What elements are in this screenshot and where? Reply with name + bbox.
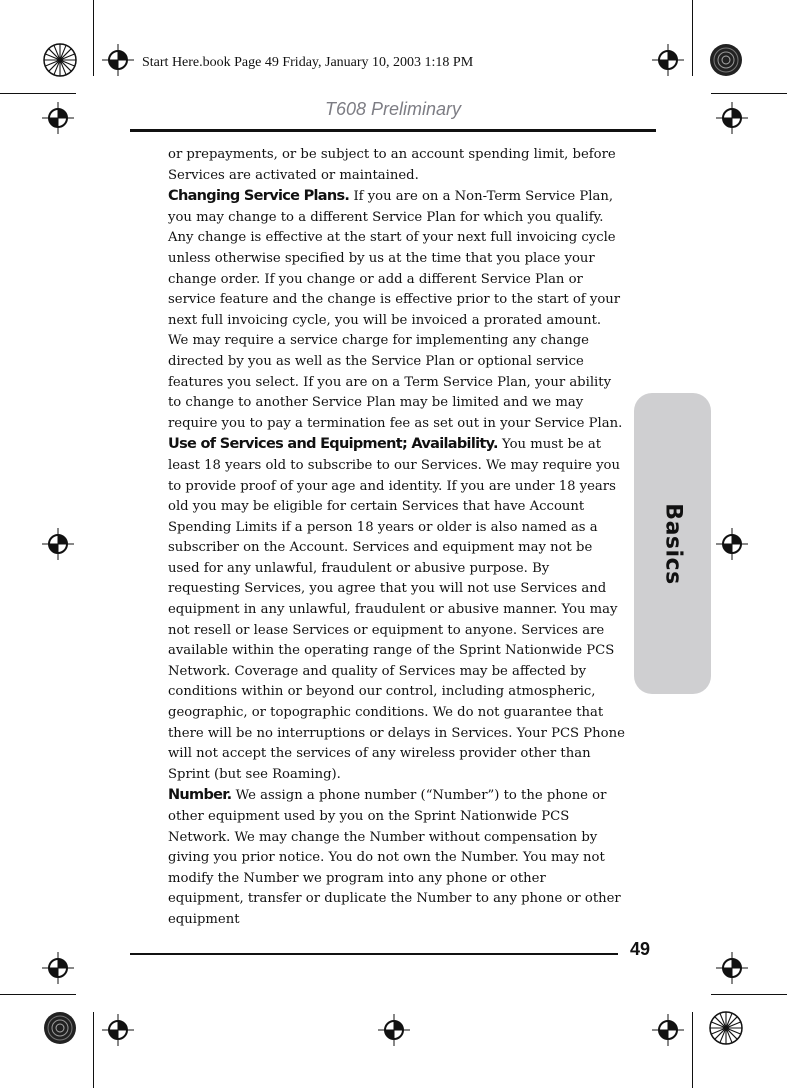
print-slug: Start Here.book Page 49 Friday, January 10, 2003 1:18 PM [142,55,474,70]
registration-mark-icon [378,1014,410,1046]
star-target-icon [43,1011,77,1045]
section-tab-label: Basics [660,502,685,585]
paragraph-heading: Changing Service Plans. [168,188,350,205]
paragraph-text: You must be at least 18 years old to subscribe to our Services. We may require you to provide proof of your age and identity. If you are under 18 years old you may be eligible for certain Services that have Account Spending Limits if a person 18 years or older is also named as a subscriber on the Account. Services and equipment may not be used for any unlawful, fraudulent or abusive purpose. By requesting Services, you agree that you will not use Services and equipment in any unlawful, fraudulent or abusive manner. You may not resell or lease Services or equipment to anyone. Services are available within the operating range of the Sprint Nationwide PCS Network. Coverage and quality of Services may be affected by conditions within or beyond our control, including atmospheric, geographic, or topographic conditions. We do not guarantee that there will be no interruptions or delays in Services. Your PCS Phone will not accept the services of any wireless provider other than Sprint (but see Roaming). [168,437,625,782]
star-target-icon [709,1011,743,1045]
crop-mark [711,93,787,94]
registration-mark-icon [716,952,748,984]
paragraph [168,145,625,186]
running-head: T608 Preliminary [324,99,462,119]
registration-mark-icon [102,44,134,76]
star-target-icon [709,43,743,77]
crop-mark [711,994,787,995]
crop-mark [0,994,76,995]
crop-mark [692,1012,693,1088]
registration-mark-icon [42,528,74,560]
paragraph-text: If you are on a Non-Term Service Plan, you may change to a different Service Plan for which you qualify. Any change is effective at the start of your next full invoicing cycle unless otherwise specified by us at the time that you place your change order. If you change or add a different Service Plan or service feature and the change is effective prior to the start of your next full invoicing cycle, you will be invoiced a prorated amount. We may require a service charge for implementing any change directed by you as well as the Service Plan or optional service features you select. If you are on a Term Service Plan, your ability to change to another Service Plan may be limited and we may require you to pay a termination fee as set out in your Service Plan. [168,189,623,431]
registration-mark-icon [716,528,748,560]
paragraph-heading: Number. [168,787,232,804]
paragraph [168,434,625,785]
section-tab [634,393,711,694]
registration-mark-icon [42,102,74,134]
header-rule [130,129,656,132]
star-target-icon [43,43,77,77]
paragraph-heading: Use of Services and Equipment; Availability. [168,436,498,453]
registration-mark-icon [716,102,748,134]
footer-rule [130,953,618,955]
registration-mark-icon [42,952,74,984]
body-text [168,145,625,931]
crop-mark [0,93,76,94]
paragraph-text: or prepayments, or be subject to an account spending limit, before Services are activated or maintained. [168,147,616,183]
registration-mark-icon [652,1014,684,1046]
crop-mark [93,1012,94,1088]
registration-mark-icon [652,44,684,76]
crop-mark [93,0,94,76]
crop-mark [692,0,693,76]
page-number: 49 [630,939,651,959]
paragraph [168,785,625,930]
paragraph [168,186,625,434]
registration-mark-icon [102,1014,134,1046]
paragraph-text: We assign a phone number (“Number”) to the phone or other equipment used by you on the Sprint Nationwide PCS Network. We may change the Number without compensation by giving you prior notice. You do not own the Number. You may not modify the Number we program into any phone or other equipment, transfer or duplicate the Number to any phone or other equipment [168,788,621,927]
